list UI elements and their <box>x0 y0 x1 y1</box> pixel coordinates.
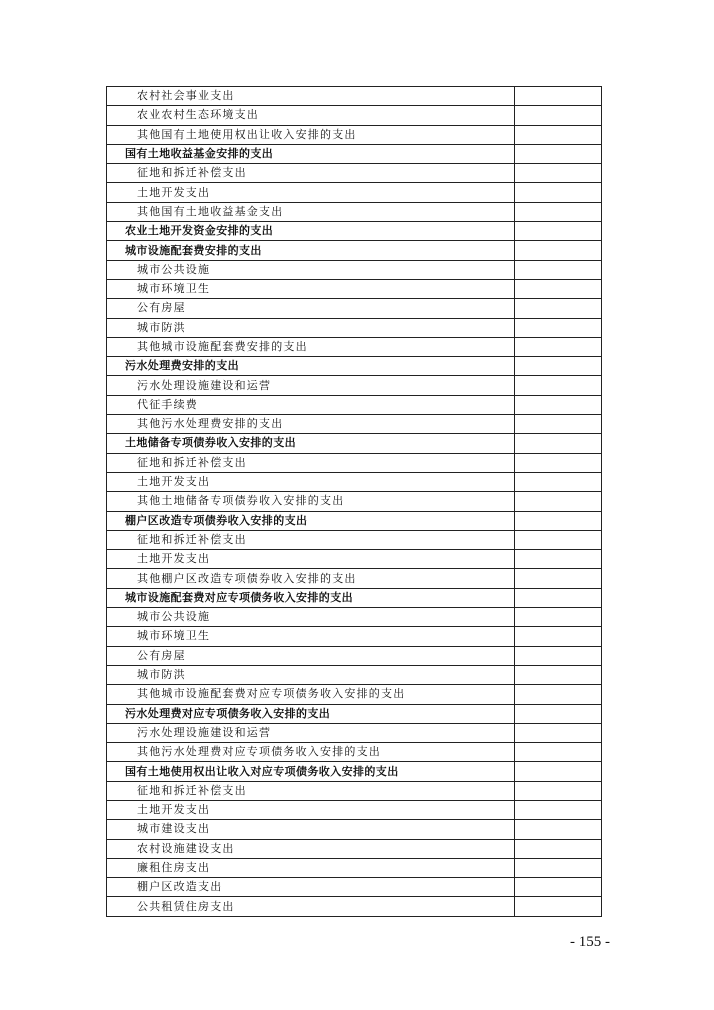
category-row <box>107 434 602 453</box>
row-value <box>514 492 601 511</box>
row-value <box>514 743 601 762</box>
category-row <box>107 704 602 723</box>
item-row <box>107 550 602 569</box>
item-row <box>107 646 602 665</box>
row-value <box>514 897 601 916</box>
row-value <box>514 704 601 723</box>
row-value <box>514 858 601 877</box>
item-row <box>107 897 602 916</box>
item-row <box>107 279 602 298</box>
row-label: 征地和拆迁补偿支出 <box>107 453 515 472</box>
row-label: 其他土地储备专项债券收入安排的支出 <box>107 492 515 511</box>
item-row <box>107 395 602 414</box>
row-label: 棚户区改造专项债券收入安排的支出 <box>107 511 515 530</box>
row-value <box>514 144 601 163</box>
row-label: 其他城市设施配套费安排的支出 <box>107 337 515 356</box>
row-value <box>514 202 601 221</box>
row-value <box>514 550 601 569</box>
row-value <box>514 415 601 434</box>
row-value <box>514 395 601 414</box>
row-label: 国有土地收益基金安排的支出 <box>107 144 515 163</box>
row-value <box>514 357 601 376</box>
item-row <box>107 299 602 318</box>
row-value <box>514 87 601 106</box>
row-label: 农村设施建设支出 <box>107 839 515 858</box>
item-row <box>107 164 602 183</box>
row-label: 城市防洪 <box>107 665 515 684</box>
row-value <box>514 665 601 684</box>
row-value <box>514 685 601 704</box>
row-value <box>514 376 601 395</box>
row-value <box>514 260 601 279</box>
item-row <box>107 878 602 897</box>
item-row <box>107 376 602 395</box>
row-label: 污水处理设施建设和运营 <box>107 376 515 395</box>
row-label: 国有土地使用权出让收入对应专项债务收入安排的支出 <box>107 762 515 781</box>
row-label: 代征手续费 <box>107 395 515 414</box>
row-label: 农业农村生态环境支出 <box>107 106 515 125</box>
row-value <box>514 839 601 858</box>
row-label: 公有房屋 <box>107 646 515 665</box>
item-row <box>107 781 602 800</box>
item-row <box>107 183 602 202</box>
row-value <box>514 183 601 202</box>
item-row <box>107 820 602 839</box>
row-label: 土地开发支出 <box>107 800 515 819</box>
item-row <box>107 260 602 279</box>
item-row <box>107 492 602 511</box>
row-value <box>514 318 601 337</box>
item-row <box>107 318 602 337</box>
item-row <box>107 839 602 858</box>
row-label: 其他国有土地使用权出让收入安排的支出 <box>107 125 515 144</box>
row-label: 污水处理设施建设和运营 <box>107 723 515 742</box>
row-value <box>514 820 601 839</box>
category-row <box>107 241 602 260</box>
row-value <box>514 453 601 472</box>
item-row <box>107 743 602 762</box>
item-row <box>107 415 602 434</box>
row-value <box>514 627 601 646</box>
table-body <box>107 87 602 917</box>
category-row <box>107 511 602 530</box>
row-value <box>514 279 601 298</box>
item-row <box>107 125 602 144</box>
row-label: 城市公共设施 <box>107 608 515 627</box>
item-row <box>107 569 602 588</box>
row-value <box>514 878 601 897</box>
row-value <box>514 762 601 781</box>
category-row <box>107 144 602 163</box>
row-value <box>514 337 601 356</box>
row-label: 其他污水处理费安排的支出 <box>107 415 515 434</box>
row-label: 征地和拆迁补偿支出 <box>107 164 515 183</box>
item-row <box>107 337 602 356</box>
row-label: 征地和拆迁补偿支出 <box>107 530 515 549</box>
row-label: 城市设施配套费对应专项债务收入安排的支出 <box>107 588 515 607</box>
row-label: 污水处理费安排的支出 <box>107 357 515 376</box>
row-value <box>514 723 601 742</box>
row-value <box>514 646 601 665</box>
budget-expenditure-table <box>106 86 602 917</box>
item-row <box>107 530 602 549</box>
row-value <box>514 569 601 588</box>
row-label: 城市环境卫生 <box>107 279 515 298</box>
row-value <box>514 125 601 144</box>
item-row <box>107 858 602 877</box>
row-label: 城市防洪 <box>107 318 515 337</box>
row-value <box>514 588 601 607</box>
row-label: 其他污水处理费对应专项债务收入安排的支出 <box>107 743 515 762</box>
row-label: 其他城市设施配套费对应专项债务收入安排的支出 <box>107 685 515 704</box>
row-label: 棚户区改造支出 <box>107 878 515 897</box>
row-label: 公有房屋 <box>107 299 515 318</box>
row-label: 城市建设支出 <box>107 820 515 839</box>
row-label: 征地和拆迁补偿支出 <box>107 781 515 800</box>
row-label: 其他国有土地收益基金支出 <box>107 202 515 221</box>
row-value <box>514 106 601 125</box>
row-value <box>514 164 601 183</box>
row-label: 其他棚户区改造专项债券收入安排的支出 <box>107 569 515 588</box>
row-label: 土地开发支出 <box>107 183 515 202</box>
row-value <box>514 781 601 800</box>
row-label: 污水处理费对应专项债务收入安排的支出 <box>107 704 515 723</box>
item-row <box>107 627 602 646</box>
category-row <box>107 762 602 781</box>
item-row <box>107 608 602 627</box>
row-value <box>514 511 601 530</box>
item-row <box>107 472 602 491</box>
item-row <box>107 87 602 106</box>
category-row <box>107 357 602 376</box>
row-label: 土地储备专项债券收入安排的支出 <box>107 434 515 453</box>
item-row <box>107 723 602 742</box>
row-label: 土地开发支出 <box>107 550 515 569</box>
item-row <box>107 685 602 704</box>
item-row <box>107 800 602 819</box>
item-row <box>107 202 602 221</box>
row-value <box>514 472 601 491</box>
row-value <box>514 608 601 627</box>
category-row <box>107 222 602 241</box>
category-row <box>107 588 602 607</box>
row-label: 农业土地开发资金安排的支出 <box>107 222 515 241</box>
row-label: 土地开发支出 <box>107 472 515 491</box>
row-label: 廉租住房支出 <box>107 858 515 877</box>
row-value <box>514 800 601 819</box>
row-label: 农村社会事业支出 <box>107 87 515 106</box>
item-row <box>107 665 602 684</box>
row-value <box>514 434 601 453</box>
row-label: 城市公共设施 <box>107 260 515 279</box>
row-label: 城市环境卫生 <box>107 627 515 646</box>
row-value <box>514 222 601 241</box>
item-row <box>107 453 602 472</box>
row-label: 公共租赁住房支出 <box>107 897 515 916</box>
row-value <box>514 241 601 260</box>
row-value <box>514 530 601 549</box>
row-label: 城市设施配套费安排的支出 <box>107 241 515 260</box>
row-value <box>514 299 601 318</box>
item-row <box>107 106 602 125</box>
page-number: - 155 - <box>570 934 610 950</box>
